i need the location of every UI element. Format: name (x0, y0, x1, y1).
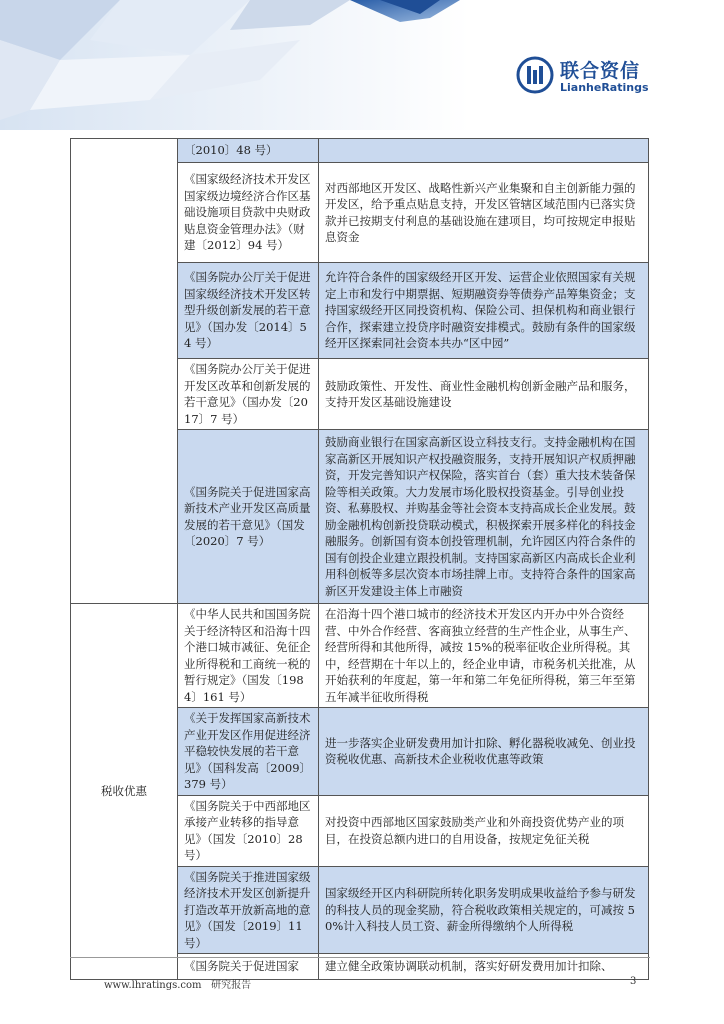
header-decoration (0, 0, 470, 130)
policy-table (70, 138, 649, 980)
logo-mark-icon (516, 56, 554, 94)
footer-doc-type: 研究报告 (211, 980, 252, 991)
policy-cell: 《国家级经济技术开发区国家级边境经济合作区基础设施项目贷款中央财政贴息资金管理办法》（财建〔2012〕94 号） (178, 163, 319, 263)
policy-cell: 《中华人民共和国国务院关于经济特区和沿海十四个港口城市减征、免征企业所得税和工商统一税的暂行规定》（国发〔1984〕161 号） (178, 604, 319, 708)
policy-cell: 《国务院办公厅关于促进开发区改革和创新发展的若干意见》（国办发〔2017〕7 号） (178, 359, 319, 430)
content-cell: 对投资中西部地区国家鼓励类产业和外商投资优势产业的项目，在投资总额内进口的自用设备，按规定免征关税 (319, 795, 649, 866)
content-cell: 鼓励商业银行在国家高新区设立科技支行。支持金融机构在国家高新区开展知识产权投融资服务，支持开展知识产权质押融资，开发完善知识产权保险，落实首台（套）重大技术装备保险等相关政策。大力发展市场化股权投资基金。引导创业投资、私募股权、并购基金等社会资本支持高成长企业发展。鼓励金融机构创新投贷联动模式，积极探索开展多样化的科技金融服务。创新国有资本创投管理机制，允许园区内符合条件的国有创投企业建立跟投机制。支持国家高新区内高成长企业利用科创板等多层次资本市场挂牌上市。支持符合条件的国家高新区开发建设主体上市融资 (319, 430, 649, 604)
category-cell-financial (71, 139, 178, 604)
policy-cell: 《国务院办公厅关于促进国家级经济技术开发区转型升级创新发展的若干意见》（国办发〔2014〕54 号） (178, 263, 319, 359)
content-cell: 建立健全政策协调联动机制，落实好研发费用加计扣除、 (319, 954, 649, 980)
content-cell: 进一步落实企业研发费用加计扣除、孵化器税收减免、创业投资税收优惠、高新技术企业税收优惠等政策 (319, 708, 649, 796)
policy-cell: 《国务院关于促进国家 (178, 954, 319, 980)
content-cell: 在沿海十四个港口城市的经济技术开发区内开办中外合资经营、中外合作经营、客商独立经营的生产性企业，从事生产、经营所得和其他所得，减按 15%的税率征收企业所得税。其中，经营期在十年以上的，经企业申请，市税务机关批准，从开始获利的年度起，第一年和第二年免征所得税，第三年至第五年减半征收所得税 (319, 604, 649, 708)
brand-logo (516, 56, 676, 96)
brand-name-cn: 联合资信 (560, 60, 641, 82)
content-cell: 对西部地区开发区、战略性新兴产业集聚和自主创新能力强的开发区，给予重点贴息支持，开发区管辖区域范围内已落实贷款并已按期支付利息的基础设施在建项目，均可按规定申报贴息资金 (319, 163, 649, 263)
table-row (71, 604, 649, 708)
category-cell-tax: 税收优惠 (71, 604, 178, 980)
content-cell: 允许符合条件的国家级经开区开发、运营企业依照国家有关规定上市和发行中期票据、短期融资券等债券产品筹集资金；支持国家级经开区同投资机构、保险公司、担保机构和商业银行合作，探索建立投贷序时融资安排模式。鼓励有条件的国家级经开区探索同社会资本共办“区中园” (319, 263, 649, 359)
page-number: 3 (630, 976, 637, 987)
content-cell: 鼓励政策性、开发性、商业性金融机构创新金融产品和服务，支持开发区基础设施建设 (319, 359, 649, 430)
footer-site (104, 976, 251, 991)
footer-url[interactable]: www.lhratings.com (104, 980, 202, 991)
policy-cell: 《国务院关于中西部地区承接产业转移的指导意见》（国发〔2010〕28 号） (178, 795, 319, 866)
policy-cell: 《国务院关于促进国家高新技术产业开发区高质量发展的若干意见》（国发〔2020〕7 号） (178, 430, 319, 604)
brand-name-en: LianheRatings (560, 81, 649, 94)
policy-cell: 《国务院关于推进国家级经济技术开发区创新提升打造改革开放新高地的意见》（国发〔2019〕11 号） (178, 866, 319, 954)
policy-cell: 〔2010〕48 号） (178, 139, 319, 163)
footer-divider (70, 957, 650, 958)
policy-cell: 《关于发挥国家高新技术产业开发区作用促进经济平稳较快发展的若干意见》（国科发高〔2009〕379 号） (178, 708, 319, 796)
content-cell (319, 139, 649, 163)
content-cell: 国家级经开区内科研院所转化职务发明成果收益给予参与研发的科技人员的现金奖励，符合税收政策相关规定的，可减按 50%计入科技人员工资、薪金所得缴纳个人所得税 (319, 866, 649, 954)
table-row (71, 139, 649, 163)
